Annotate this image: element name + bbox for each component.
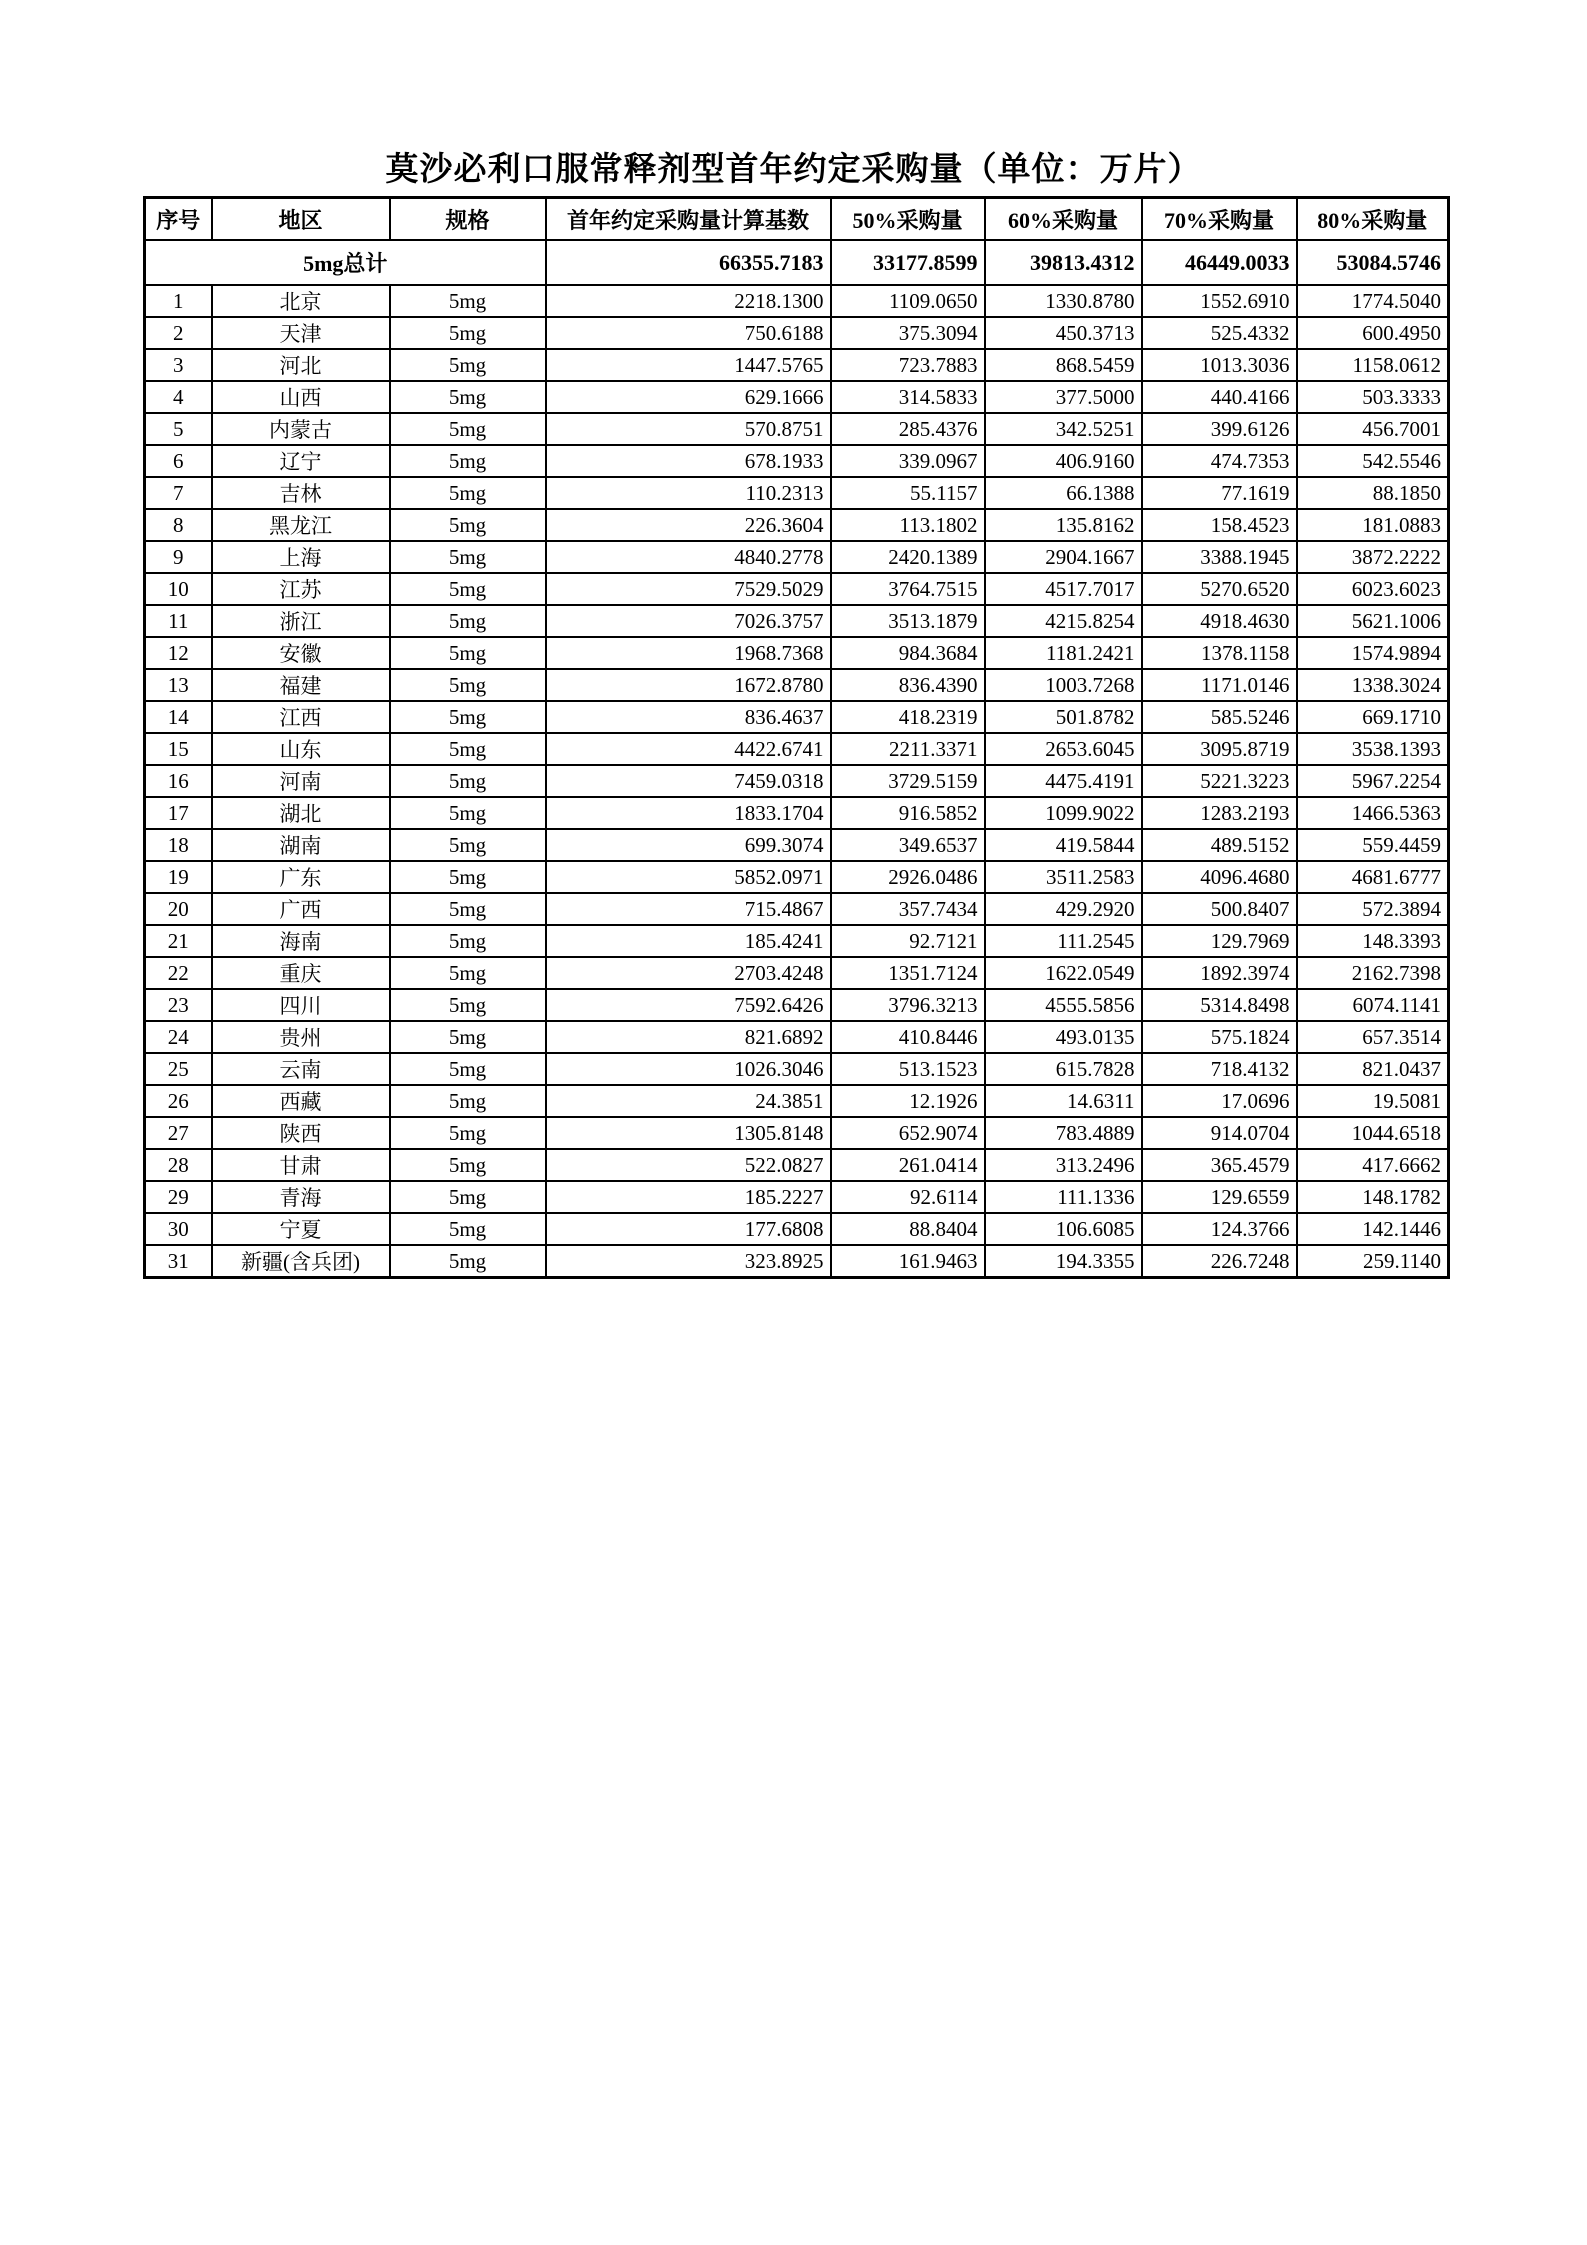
row-index-cell: 23	[145, 989, 212, 1021]
spec-cell: 5mg	[390, 445, 546, 477]
spec-cell: 5mg	[390, 605, 546, 637]
value-cell: 1351.7124	[831, 957, 985, 989]
spec-cell: 5mg	[390, 317, 546, 349]
spec-cell: 5mg	[390, 413, 546, 445]
table-row	[145, 989, 1449, 1021]
value-cell: 226.7248	[1142, 1245, 1297, 1278]
value-cell: 3729.5159	[831, 765, 985, 797]
value-cell: 2904.1667	[985, 541, 1142, 573]
table-row	[145, 1213, 1449, 1245]
table-row	[145, 861, 1449, 893]
value-cell: 5314.8498	[1142, 989, 1297, 1021]
value-cell: 3388.1945	[1142, 541, 1297, 573]
value-cell: 629.1666	[546, 381, 831, 413]
table-row	[145, 349, 1449, 381]
value-cell: 5270.6520	[1142, 573, 1297, 605]
value-cell: 657.3514	[1297, 1021, 1449, 1053]
region-cell: 陕西	[212, 1117, 390, 1149]
value-cell: 456.7001	[1297, 413, 1449, 445]
value-cell: 984.3684	[831, 637, 985, 669]
value-cell: 718.4132	[1142, 1053, 1297, 1085]
value-cell: 129.6559	[1142, 1181, 1297, 1213]
spec-cell: 5mg	[390, 637, 546, 669]
column-header-3: 首年约定采购量计算基数	[546, 198, 831, 241]
table-row	[145, 701, 1449, 733]
region-cell: 云南	[212, 1053, 390, 1085]
spec-cell: 5mg	[390, 509, 546, 541]
value-cell: 916.5852	[831, 797, 985, 829]
row-index-cell: 19	[145, 861, 212, 893]
region-cell: 西藏	[212, 1085, 390, 1117]
value-cell: 1109.0650	[831, 285, 985, 317]
spec-cell: 5mg	[390, 381, 546, 413]
table-row	[145, 1021, 1449, 1053]
column-header-6: 70%采购量	[1142, 198, 1297, 241]
row-index-cell: 6	[145, 445, 212, 477]
value-cell: 1833.1704	[546, 797, 831, 829]
region-cell: 北京	[212, 285, 390, 317]
spec-cell: 5mg	[390, 701, 546, 733]
value-cell: 1552.6910	[1142, 285, 1297, 317]
value-cell: 111.1336	[985, 1181, 1142, 1213]
row-index-cell: 9	[145, 541, 212, 573]
row-index-cell: 5	[145, 413, 212, 445]
row-index-cell: 14	[145, 701, 212, 733]
value-cell: 699.3074	[546, 829, 831, 861]
region-cell: 河南	[212, 765, 390, 797]
table-row	[145, 1181, 1449, 1213]
value-cell: 440.4166	[1142, 381, 1297, 413]
value-cell: 2420.1389	[831, 541, 985, 573]
spec-cell: 5mg	[390, 989, 546, 1021]
value-cell: 1330.8780	[985, 285, 1142, 317]
value-cell: 2653.6045	[985, 733, 1142, 765]
value-cell: 1892.3974	[1142, 957, 1297, 989]
row-index-cell: 30	[145, 1213, 212, 1245]
spec-cell: 5mg	[390, 1245, 546, 1278]
region-cell: 内蒙古	[212, 413, 390, 445]
value-cell: 7592.6426	[546, 989, 831, 1021]
spec-cell: 5mg	[390, 1021, 546, 1053]
value-cell: 181.0883	[1297, 509, 1449, 541]
region-cell: 辽宁	[212, 445, 390, 477]
spec-cell: 5mg	[390, 1085, 546, 1117]
row-index-cell: 12	[145, 637, 212, 669]
region-cell: 江苏	[212, 573, 390, 605]
value-cell: 92.7121	[831, 925, 985, 957]
spec-cell: 5mg	[390, 669, 546, 701]
value-cell: 419.5844	[985, 829, 1142, 861]
value-cell: 1305.8148	[546, 1117, 831, 1149]
table-row	[145, 1245, 1449, 1278]
value-cell: 750.6188	[546, 317, 831, 349]
region-cell: 湖南	[212, 829, 390, 861]
value-cell: 3872.2222	[1297, 541, 1449, 573]
spec-cell: 5mg	[390, 1053, 546, 1085]
table-row	[145, 797, 1449, 829]
value-cell: 406.9160	[985, 445, 1142, 477]
region-cell: 黑龙江	[212, 509, 390, 541]
value-cell: 1378.1158	[1142, 637, 1297, 669]
value-cell: 111.2545	[985, 925, 1142, 957]
spec-cell: 5mg	[390, 925, 546, 957]
row-index-cell: 29	[145, 1181, 212, 1213]
row-index-cell: 25	[145, 1053, 212, 1085]
value-cell: 525.4332	[1142, 317, 1297, 349]
spec-cell: 5mg	[390, 1213, 546, 1245]
table-row	[145, 893, 1449, 925]
value-cell: 542.5546	[1297, 445, 1449, 477]
region-cell: 吉林	[212, 477, 390, 509]
value-cell: 285.4376	[831, 413, 985, 445]
value-cell: 2703.4248	[546, 957, 831, 989]
table-row	[145, 1053, 1449, 1085]
spec-cell: 5mg	[390, 957, 546, 989]
value-cell: 1338.3024	[1297, 669, 1449, 701]
table-row	[145, 1085, 1449, 1117]
value-cell: 723.7883	[831, 349, 985, 381]
value-cell: 3095.8719	[1142, 733, 1297, 765]
value-cell: 2211.3371	[831, 733, 985, 765]
row-index-cell: 13	[145, 669, 212, 701]
value-cell: 600.4950	[1297, 317, 1449, 349]
value-cell: 559.4459	[1297, 829, 1449, 861]
value-cell: 522.0827	[546, 1149, 831, 1181]
table-row	[145, 317, 1449, 349]
total-value-cell: 53084.5746	[1297, 240, 1449, 285]
row-index-cell: 21	[145, 925, 212, 957]
value-cell: 1574.9894	[1297, 637, 1449, 669]
column-header-7: 80%采购量	[1297, 198, 1449, 241]
value-cell: 868.5459	[985, 349, 1142, 381]
value-cell: 1044.6518	[1297, 1117, 1449, 1149]
value-cell: 500.8407	[1142, 893, 1297, 925]
value-cell: 474.7353	[1142, 445, 1297, 477]
region-cell: 湖北	[212, 797, 390, 829]
value-cell: 418.2319	[831, 701, 985, 733]
row-index-cell: 27	[145, 1117, 212, 1149]
value-cell: 92.6114	[831, 1181, 985, 1213]
page-title: 莫沙必利口服常释剂型首年约定采购量（单位：万片）	[385, 152, 1202, 188]
value-cell: 4918.4630	[1142, 605, 1297, 637]
region-cell: 上海	[212, 541, 390, 573]
table-row	[145, 381, 1449, 413]
table-row	[145, 573, 1449, 605]
value-cell: 3511.2583	[985, 861, 1142, 893]
value-cell: 1003.7268	[985, 669, 1142, 701]
region-cell: 甘肃	[212, 1149, 390, 1181]
value-cell: 652.9074	[831, 1117, 985, 1149]
value-cell: 5621.1006	[1297, 605, 1449, 637]
value-cell: 313.2496	[985, 1149, 1142, 1181]
spec-cell: 5mg	[390, 349, 546, 381]
value-cell: 1774.5040	[1297, 285, 1449, 317]
region-cell: 山东	[212, 733, 390, 765]
value-cell: 570.8751	[546, 413, 831, 445]
row-index-cell: 17	[145, 797, 212, 829]
value-cell: 821.6892	[546, 1021, 831, 1053]
column-header-2: 规格	[390, 198, 546, 241]
value-cell: 1171.0146	[1142, 669, 1297, 701]
table-row	[145, 1117, 1449, 1149]
column-header-4: 50%采购量	[831, 198, 985, 241]
column-header-5: 60%采购量	[985, 198, 1142, 241]
value-cell: 678.1933	[546, 445, 831, 477]
procurement-table	[143, 196, 1450, 1279]
value-cell: 129.7969	[1142, 925, 1297, 957]
value-cell: 1968.7368	[546, 637, 831, 669]
value-cell: 1013.3036	[1142, 349, 1297, 381]
value-cell: 783.4889	[985, 1117, 1142, 1149]
value-cell: 836.4390	[831, 669, 985, 701]
value-cell: 113.1802	[831, 509, 985, 541]
table-row	[145, 1149, 1449, 1181]
table-row	[145, 669, 1449, 701]
region-cell: 天津	[212, 317, 390, 349]
value-cell: 4840.2778	[546, 541, 831, 573]
value-cell: 177.6808	[546, 1213, 831, 1245]
table-row	[145, 605, 1449, 637]
value-cell: 259.1140	[1297, 1245, 1449, 1278]
value-cell: 399.6126	[1142, 413, 1297, 445]
value-cell: 323.8925	[546, 1245, 831, 1278]
row-index-cell: 8	[145, 509, 212, 541]
value-cell: 2926.0486	[831, 861, 985, 893]
row-index-cell: 31	[145, 1245, 212, 1278]
value-cell: 1099.9022	[985, 797, 1142, 829]
value-cell: 226.3604	[546, 509, 831, 541]
table-row	[145, 765, 1449, 797]
value-cell: 1447.5765	[546, 349, 831, 381]
value-cell: 4475.4191	[985, 765, 1142, 797]
header-row	[145, 198, 1449, 241]
value-cell: 339.0967	[831, 445, 985, 477]
value-cell: 489.5152	[1142, 829, 1297, 861]
value-cell: 417.6662	[1297, 1149, 1449, 1181]
value-cell: 493.0135	[985, 1021, 1142, 1053]
value-cell: 375.3094	[831, 317, 985, 349]
value-cell: 185.2227	[546, 1181, 831, 1213]
table-row	[145, 477, 1449, 509]
value-cell: 450.3713	[985, 317, 1142, 349]
row-index-cell: 15	[145, 733, 212, 765]
row-index-cell: 22	[145, 957, 212, 989]
row-index-cell: 28	[145, 1149, 212, 1181]
value-cell: 575.1824	[1142, 1021, 1297, 1053]
region-cell: 贵州	[212, 1021, 390, 1053]
row-index-cell: 11	[145, 605, 212, 637]
total-value-cell: 39813.4312	[985, 240, 1142, 285]
value-cell: 66.1388	[985, 477, 1142, 509]
spec-cell: 5mg	[390, 829, 546, 861]
total-row	[145, 240, 1449, 285]
column-header-0: 序号	[145, 198, 212, 241]
table-row	[145, 829, 1449, 861]
value-cell: 4517.7017	[985, 573, 1142, 605]
region-cell: 海南	[212, 925, 390, 957]
value-cell: 5967.2254	[1297, 765, 1449, 797]
value-cell: 135.8162	[985, 509, 1142, 541]
region-cell: 广东	[212, 861, 390, 893]
spec-cell: 5mg	[390, 1149, 546, 1181]
spec-cell: 5mg	[390, 285, 546, 317]
value-cell: 585.5246	[1142, 701, 1297, 733]
value-cell: 357.7434	[831, 893, 985, 925]
value-cell: 410.8446	[831, 1021, 985, 1053]
value-cell: 615.7828	[985, 1053, 1142, 1085]
value-cell: 4215.8254	[985, 605, 1142, 637]
region-cell: 江西	[212, 701, 390, 733]
value-cell: 4422.6741	[546, 733, 831, 765]
spec-cell: 5mg	[390, 733, 546, 765]
region-cell: 浙江	[212, 605, 390, 637]
spec-cell: 5mg	[390, 861, 546, 893]
value-cell: 5852.0971	[546, 861, 831, 893]
value-cell: 19.5081	[1297, 1085, 1449, 1117]
table-row	[145, 637, 1449, 669]
value-cell: 503.3333	[1297, 381, 1449, 413]
value-cell: 342.5251	[985, 413, 1142, 445]
table-row	[145, 733, 1449, 765]
value-cell: 429.2920	[985, 893, 1142, 925]
total-row-label: 5mg总计	[145, 240, 546, 285]
row-index-cell: 10	[145, 573, 212, 605]
row-index-cell: 2	[145, 317, 212, 349]
value-cell: 55.1157	[831, 477, 985, 509]
value-cell: 669.1710	[1297, 701, 1449, 733]
value-cell: 261.0414	[831, 1149, 985, 1181]
row-index-cell: 18	[145, 829, 212, 861]
spec-cell: 5mg	[390, 893, 546, 925]
value-cell: 7529.5029	[546, 573, 831, 605]
value-cell: 194.3355	[985, 1245, 1142, 1278]
value-cell: 5221.3223	[1142, 765, 1297, 797]
value-cell: 88.8404	[831, 1213, 985, 1245]
value-cell: 4555.5856	[985, 989, 1142, 1021]
row-index-cell: 1	[145, 285, 212, 317]
value-cell: 3513.1879	[831, 605, 985, 637]
value-cell: 1181.2421	[985, 637, 1142, 669]
table-row	[145, 445, 1449, 477]
value-cell: 513.1523	[831, 1053, 985, 1085]
row-index-cell: 4	[145, 381, 212, 413]
value-cell: 6074.1141	[1297, 989, 1449, 1021]
region-cell: 四川	[212, 989, 390, 1021]
row-index-cell: 24	[145, 1021, 212, 1053]
table-row	[145, 957, 1449, 989]
spec-cell: 5mg	[390, 477, 546, 509]
value-cell: 148.3393	[1297, 925, 1449, 957]
value-cell: 7459.0318	[546, 765, 831, 797]
table-row	[145, 285, 1449, 317]
value-cell: 142.1446	[1297, 1213, 1449, 1245]
region-cell: 重庆	[212, 957, 390, 989]
value-cell: 17.0696	[1142, 1085, 1297, 1117]
region-cell: 新疆(含兵团)	[212, 1245, 390, 1278]
spec-cell: 5mg	[390, 573, 546, 605]
row-index-cell: 16	[145, 765, 212, 797]
row-index-cell: 26	[145, 1085, 212, 1117]
value-cell: 24.3851	[546, 1085, 831, 1117]
value-cell: 185.4241	[546, 925, 831, 957]
value-cell: 12.1926	[831, 1085, 985, 1117]
region-cell: 福建	[212, 669, 390, 701]
value-cell: 1158.0612	[1297, 349, 1449, 381]
value-cell: 365.4579	[1142, 1149, 1297, 1181]
value-cell: 3796.3213	[831, 989, 985, 1021]
total-value-cell: 46449.0033	[1142, 240, 1297, 285]
value-cell: 77.1619	[1142, 477, 1297, 509]
value-cell: 148.1782	[1297, 1181, 1449, 1213]
region-cell: 安徽	[212, 637, 390, 669]
row-index-cell: 20	[145, 893, 212, 925]
column-header-1: 地区	[212, 198, 390, 241]
table-row	[145, 413, 1449, 445]
total-value-cell: 33177.8599	[831, 240, 985, 285]
value-cell: 914.0704	[1142, 1117, 1297, 1149]
value-cell: 501.8782	[985, 701, 1142, 733]
value-cell: 349.6537	[831, 829, 985, 861]
region-cell: 广西	[212, 893, 390, 925]
value-cell: 1622.0549	[985, 957, 1142, 989]
region-cell: 山西	[212, 381, 390, 413]
value-cell: 6023.6023	[1297, 573, 1449, 605]
value-cell: 124.3766	[1142, 1213, 1297, 1245]
value-cell: 161.9463	[831, 1245, 985, 1278]
table-row	[145, 541, 1449, 573]
value-cell: 572.3894	[1297, 893, 1449, 925]
row-index-cell: 3	[145, 349, 212, 381]
value-cell: 88.1850	[1297, 477, 1449, 509]
value-cell: 110.2313	[546, 477, 831, 509]
region-cell: 宁夏	[212, 1213, 390, 1245]
spec-cell: 5mg	[390, 1117, 546, 1149]
row-index-cell: 7	[145, 477, 212, 509]
value-cell: 377.5000	[985, 381, 1142, 413]
value-cell: 106.6085	[985, 1213, 1142, 1245]
value-cell: 2218.1300	[546, 285, 831, 317]
value-cell: 14.6311	[985, 1085, 1142, 1117]
spec-cell: 5mg	[390, 541, 546, 573]
spec-cell: 5mg	[390, 1181, 546, 1213]
value-cell: 4681.6777	[1297, 861, 1449, 893]
value-cell: 4096.4680	[1142, 861, 1297, 893]
value-cell: 715.4867	[546, 893, 831, 925]
value-cell: 3764.7515	[831, 573, 985, 605]
value-cell: 314.5833	[831, 381, 985, 413]
value-cell: 7026.3757	[546, 605, 831, 637]
table-row	[145, 509, 1449, 541]
value-cell: 1283.2193	[1142, 797, 1297, 829]
region-cell: 青海	[212, 1181, 390, 1213]
region-cell: 河北	[212, 349, 390, 381]
value-cell: 158.4523	[1142, 509, 1297, 541]
value-cell: 821.0437	[1297, 1053, 1449, 1085]
spec-cell: 5mg	[390, 765, 546, 797]
total-value-cell: 66355.7183	[546, 240, 831, 285]
table-row	[145, 925, 1449, 957]
spec-cell: 5mg	[390, 797, 546, 829]
value-cell: 1026.3046	[546, 1053, 831, 1085]
value-cell: 1672.8780	[546, 669, 831, 701]
value-cell: 836.4637	[546, 701, 831, 733]
value-cell: 2162.7398	[1297, 957, 1449, 989]
value-cell: 3538.1393	[1297, 733, 1449, 765]
value-cell: 1466.5363	[1297, 797, 1449, 829]
